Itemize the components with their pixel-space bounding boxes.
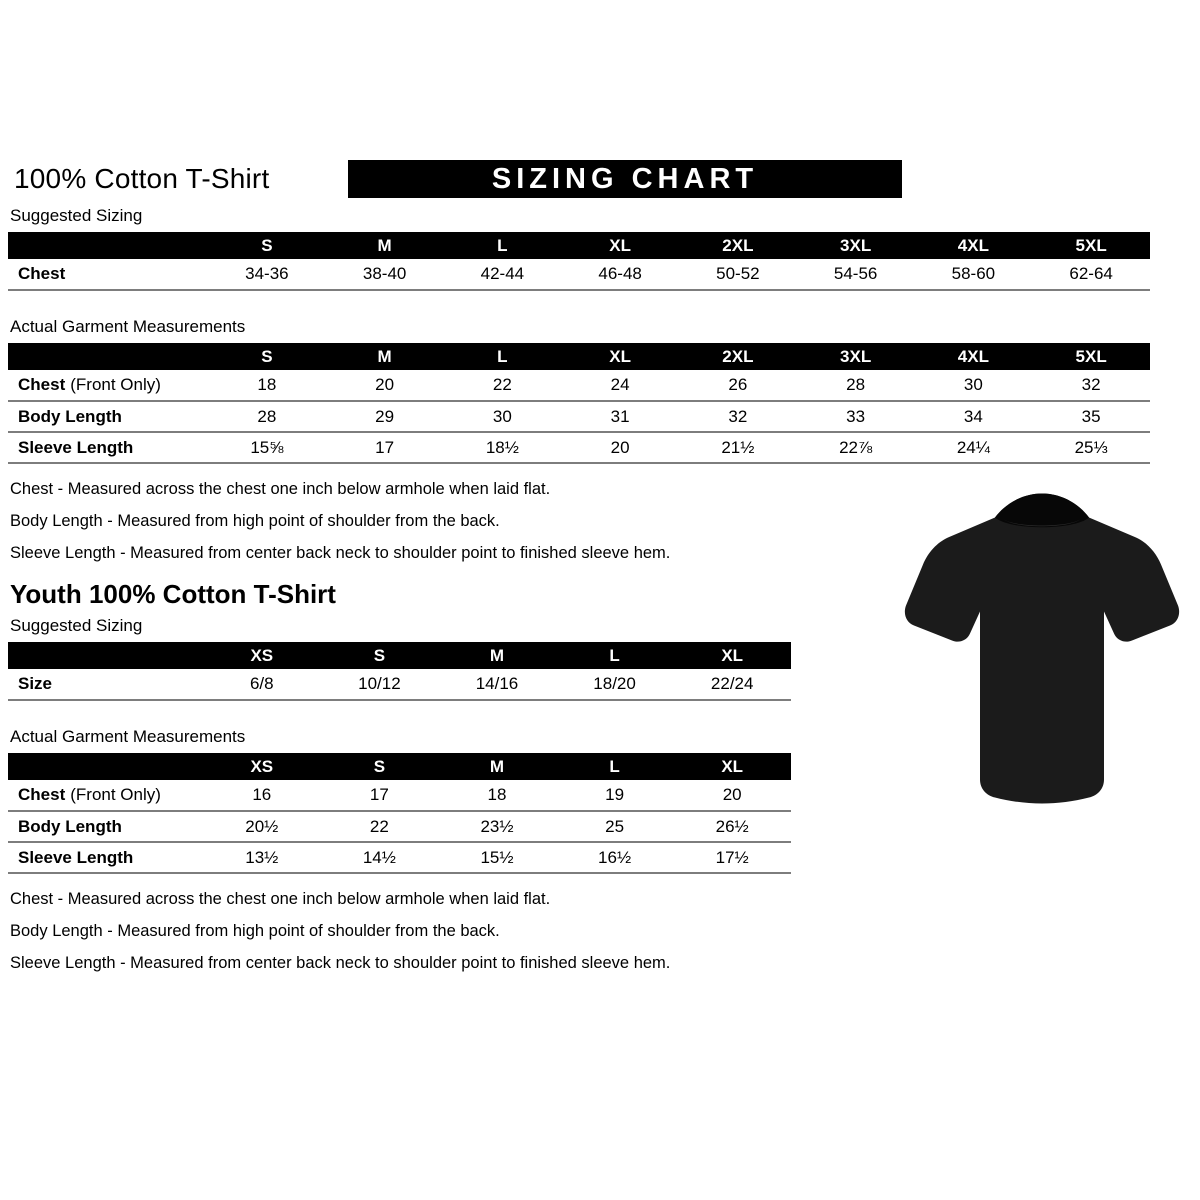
table-header-row <box>8 642 791 669</box>
cell-value: 22 <box>492 375 512 394</box>
tshirt-silhouette <box>905 494 1179 804</box>
cell-value: 30 <box>963 375 983 394</box>
cell-value: 19 <box>605 785 625 804</box>
row-label-text: Chest <box>18 375 66 394</box>
cell-value: 32 <box>728 406 748 426</box>
cell-value: 18 <box>487 785 507 804</box>
cell-value: 26 <box>728 375 748 394</box>
table-row <box>8 401 1150 432</box>
empty-header-cell <box>8 642 203 669</box>
note-sleeve-length: Sleeve Length - Measured from center back neck to shoulder point to finished sleeve hem. <box>10 544 671 562</box>
size-col-header: 5XL <box>1032 343 1150 370</box>
empty-header-cell <box>8 343 208 370</box>
tshirt-image <box>892 474 1192 819</box>
cell-value: 25 <box>605 816 625 836</box>
cell-value: 28 <box>846 375 866 394</box>
size-col-header: 3XL <box>797 232 915 259</box>
tshirt-collar <box>995 494 1089 528</box>
cell-value: 17 <box>369 785 389 804</box>
cell-value: 42-44 <box>480 264 525 283</box>
youth-suggested-label: Suggested Sizing <box>10 616 143 635</box>
size-col-header: 2XL <box>679 232 797 259</box>
cell-value: 26½ <box>715 816 749 836</box>
row-label-text: Sleeve Length <box>18 437 134 457</box>
row-label <box>8 811 203 842</box>
size-col-header: S <box>321 642 439 669</box>
cell-value: 54-56 <box>833 264 878 283</box>
row-label-text: Chest <box>18 785 66 804</box>
size-col-header: L <box>556 753 674 780</box>
note-sleeve-length: Sleeve Length - Measured from center back neck to shoulder point to finished sleeve hem. <box>10 954 671 972</box>
table-row <box>8 259 1150 290</box>
cell-value: 24 <box>610 375 630 394</box>
note-body-length: Body Length - Measured from high point of shoulder from the back. <box>10 512 500 530</box>
row-label <box>8 432 208 463</box>
cell-value: 29 <box>375 406 395 426</box>
cell-value: 13½ <box>245 847 279 867</box>
size-col-header: M <box>438 642 556 669</box>
cell-value: 23½ <box>480 816 514 836</box>
size-col-header: XL <box>673 642 791 669</box>
cell-value: 16½ <box>598 847 632 867</box>
cell-value: 28 <box>257 406 277 426</box>
cell-value: 21½ <box>721 437 755 457</box>
size-col-header: S <box>208 232 326 259</box>
cell-value: 18 <box>257 375 277 394</box>
cell-value: 14½ <box>362 847 396 867</box>
size-col-header: L <box>444 343 562 370</box>
note-chest: Chest - Measured across the chest one inch below armhole when laid flat. <box>10 890 551 908</box>
youth-actual-label: Actual Garment Measurements <box>10 727 246 746</box>
cell-value: 6/8 <box>249 674 274 693</box>
row-label-suffix: (Front Only) <box>70 375 161 394</box>
table-header-row <box>8 753 791 780</box>
size-col-header: M <box>326 232 444 259</box>
cell-value: 24¼ <box>956 437 990 457</box>
row-label-text: Body Length <box>18 816 122 836</box>
table-row <box>8 432 1150 463</box>
table-row <box>8 780 791 811</box>
cell-value: 58-60 <box>951 264 996 283</box>
size-col-header: S <box>321 753 439 780</box>
row-label-text: Chest <box>18 264 66 283</box>
adult-actual-table <box>8 343 1150 464</box>
note-body-length: Body Length - Measured from high point of shoulder from the back. <box>10 922 500 940</box>
size-col-header: XL <box>561 232 679 259</box>
size-col-header: 3XL <box>797 343 915 370</box>
cell-value: 14/16 <box>475 674 519 693</box>
note-chest: Chest - Measured across the chest one inch below armhole when laid flat. <box>10 480 551 498</box>
cell-value: 25⅓ <box>1074 437 1108 457</box>
cell-value: 32 <box>1081 375 1101 394</box>
row-label-text: Sleeve Length <box>18 847 134 867</box>
row-label <box>8 370 208 401</box>
size-col-header: 4XL <box>915 232 1033 259</box>
empty-header-cell <box>8 753 203 780</box>
size-col-header: M <box>438 753 556 780</box>
cell-value: 50-52 <box>716 264 760 283</box>
table-header-row <box>8 232 1150 259</box>
cell-value: 17½ <box>715 847 749 867</box>
empty-header-cell <box>8 232 208 259</box>
adult-suggested-table <box>8 232 1150 291</box>
cell-value: 34 <box>963 406 983 426</box>
size-col-header: XL <box>673 753 791 780</box>
table-row <box>8 811 791 842</box>
cell-value: 30 <box>492 406 512 426</box>
cell-value: 62-64 <box>1069 264 1113 283</box>
size-col-header: XL <box>561 343 679 370</box>
youth-actual-table <box>8 753 791 874</box>
cell-value: 20½ <box>245 816 279 836</box>
row-label <box>8 842 203 873</box>
cell-value: 18/20 <box>593 674 636 693</box>
table-row <box>8 842 791 873</box>
cell-value: 22 <box>369 816 389 836</box>
cell-value: 38-40 <box>362 264 407 283</box>
row-label-text: Size <box>18 674 53 693</box>
row-label-suffix: (Front Only) <box>70 785 161 804</box>
size-col-header: L <box>444 232 562 259</box>
size-col-header: M <box>326 343 444 370</box>
cell-value: 20 <box>375 375 395 394</box>
row-label-text: Body Length <box>18 406 122 426</box>
adult-title: 100% Cotton T-Shirt <box>14 163 270 194</box>
cell-value: 10/12 <box>358 674 401 693</box>
size-col-header: 5XL <box>1032 232 1150 259</box>
row-label <box>8 401 208 432</box>
cell-value: 22⅞ <box>839 437 873 457</box>
size-col-header: XS <box>203 753 321 780</box>
size-col-header: 2XL <box>679 343 797 370</box>
size-col-header: 4XL <box>915 343 1033 370</box>
table-row <box>8 669 791 700</box>
size-col-header: XS <box>203 642 321 669</box>
cell-value: 16 <box>252 785 272 804</box>
cell-value: 46-48 <box>598 264 642 283</box>
cell-value: 31 <box>610 406 630 426</box>
table-row <box>8 370 1150 401</box>
cell-value: 17 <box>375 437 395 457</box>
row-label <box>8 259 208 290</box>
cell-value: 34-36 <box>245 264 289 283</box>
cell-value: 22/24 <box>710 674 754 693</box>
size-col-header: S <box>208 343 326 370</box>
header-row <box>8 158 1158 200</box>
table-header-row <box>8 343 1150 370</box>
sizing-chart-banner: SIZING CHART <box>348 160 902 198</box>
cell-value: 35 <box>1081 406 1101 426</box>
cell-value: 20 <box>722 785 742 804</box>
row-label <box>8 780 203 811</box>
adult-actual-label: Actual Garment Measurements <box>10 317 246 336</box>
cell-value: 15⅝ <box>250 437 284 457</box>
cell-value: 20 <box>610 437 630 457</box>
youth-notes <box>8 890 1158 973</box>
youth-title: Youth 100% Cotton T-Shirt <box>10 579 336 609</box>
row-label <box>8 669 203 700</box>
adult-suggested-label: Suggested Sizing <box>10 206 143 225</box>
cell-value: 33 <box>846 406 866 426</box>
youth-suggested-table <box>8 642 791 701</box>
size-col-header: L <box>556 642 674 669</box>
cell-value: 15½ <box>480 847 514 867</box>
cell-value: 18½ <box>485 437 519 457</box>
